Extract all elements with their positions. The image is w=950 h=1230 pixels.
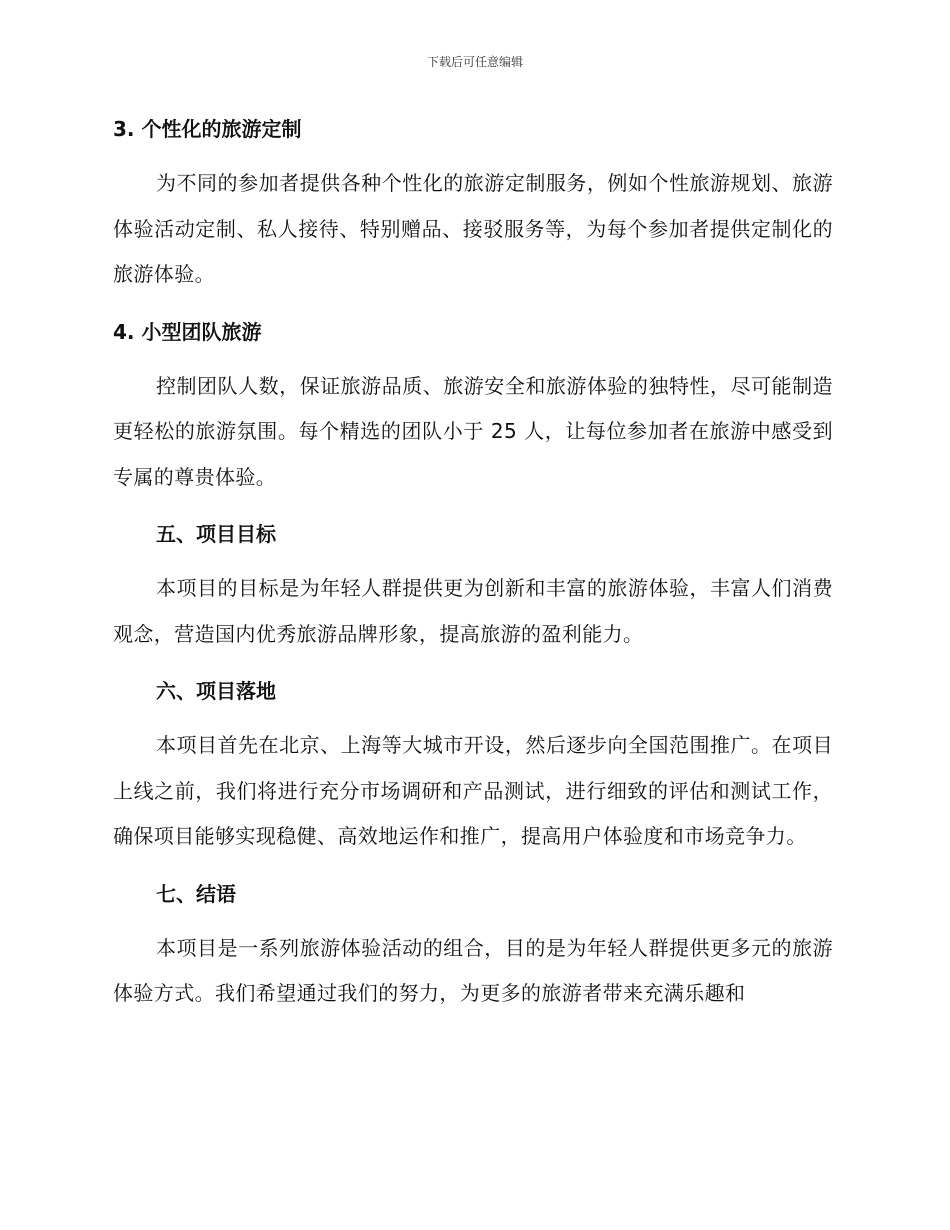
section-heading-project-launch: 六、项目落地 [156, 679, 276, 703]
section-heading-small-group-travel: 4. 小型团队旅游 [113, 319, 262, 344]
section-heading-conclusion: 七、结语 [156, 881, 236, 906]
page-header: 下载后可任意编辑 [426, 55, 523, 69]
section-paragraph-small-group-travel: 控制团队人数，保证旅游品质、旅游安全和旅游体验的独特性，尽可能制造更轻松的旅游氛围。每个精选的团队小于 25 人，让每位参加者在旅游中感受到专属的尊贵体验。 [113, 373, 833, 489]
section-heading-personalized-travel: 3. 个性化的旅游定制 [113, 117, 302, 141]
section-paragraph-personalized-travel: 为不同的参加者提供各种个性化的旅游定制服务，例如个性旅游规划、旅游体验活动定制、私人接待、特别赠品、接驳服务等，为每个参加者提供定制化的旅游体验。 [113, 171, 833, 286]
section-paragraph-project-goals: 本项目的目标是为年轻人群提供更为创新和丰富的旅游体验，丰富人们消费观念，营造国内优秀旅游品牌形象，提高旅游的盈利能力。 [113, 576, 833, 646]
section-heading-project-goals: 五、项目目标 [156, 522, 276, 546]
document-body [113, 111, 833, 1017]
section-paragraph-project-launch: 本项目首先在北京、上海等大城市开设，然后逐步向全国范围推广。在项目上线之前，我们将进行充分市场调研和产品测试，进行细致的评估和测试工作，确保项目能够实现稳健、高效地运作和推广，提高用户体验度和市场竞争力。 [113, 733, 833, 848]
section-paragraph-conclusion: 本项目是一系列旅游体验活动的组合，目的是为年轻人群提供更多元的旅游体验方式。我们希望通过我们的努力，为更多的旅游者带来充满乐趣和 [113, 935, 833, 1005]
